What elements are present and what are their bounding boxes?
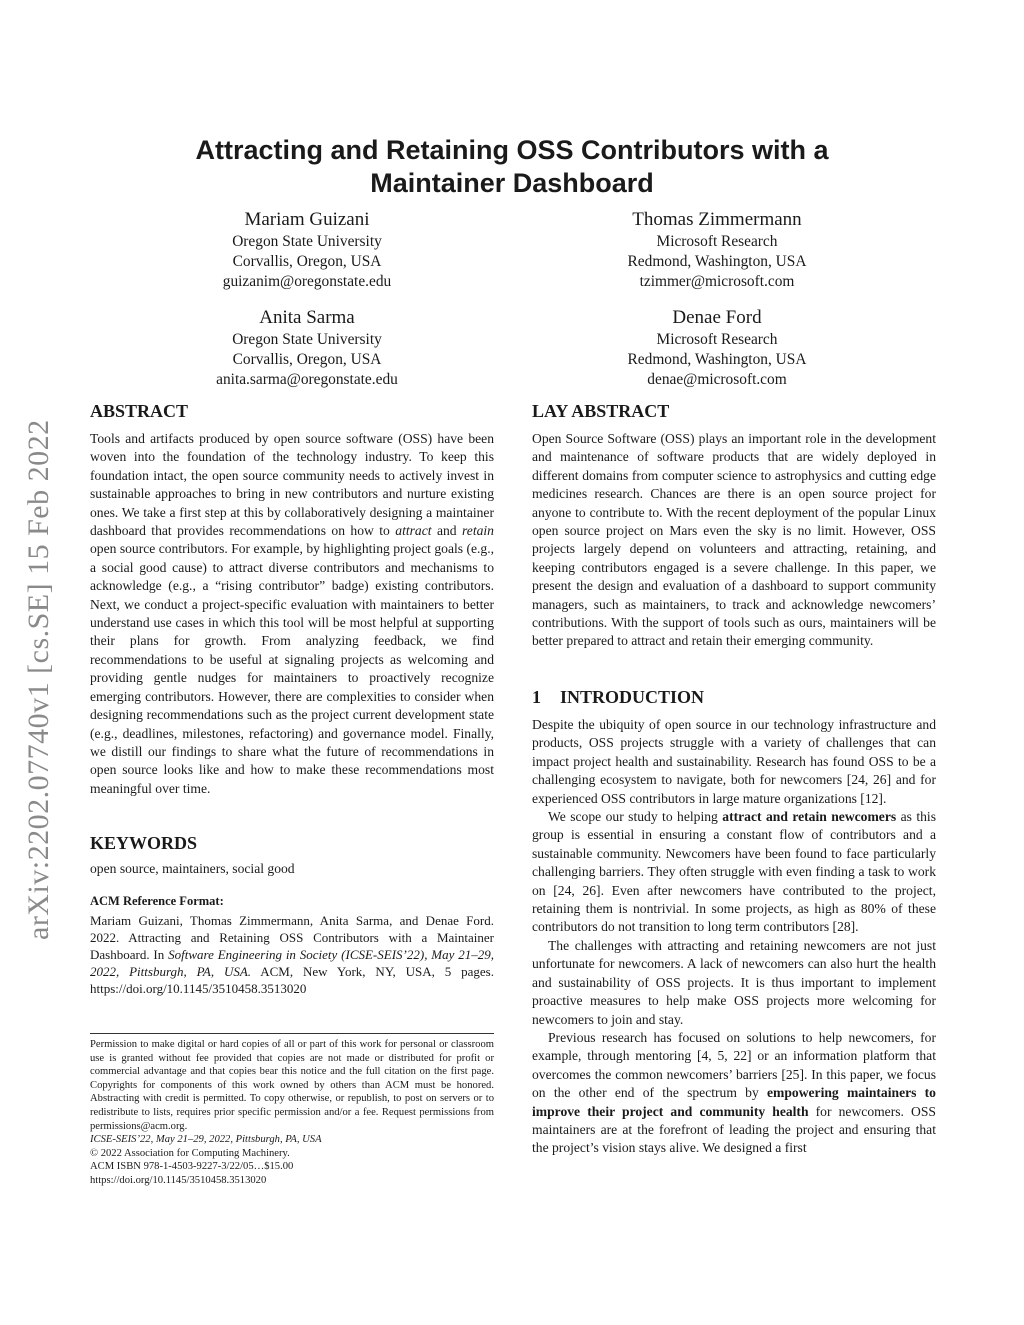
- author-name: Thomas Zimmermann: [632, 209, 802, 230]
- author-name: Mariam Guizani: [244, 209, 370, 230]
- intro-paragraph: Previous research has focused on solutions to help newcomers, for example, through mentoring [4, 5, 22] or an information platform that overcomes the common newcomers’ barriers [25]. In this paper, we focus on the other end of the spectrum by empowering maintainers to improve their project and community health for newcomers. OSS maintainers are at the forefront of leading the project and ensuring that the project’s vision stays alive. We designed a first: [532, 1029, 936, 1156]
- abstract-heading: ABSTRACT: [90, 401, 189, 421]
- author-affiliation: Oregon State University: [232, 331, 382, 348]
- author-name: Denae Ford: [672, 307, 762, 328]
- intro-paragraph: Despite the ubiquity of open source in our technology infrastructure and products, OSS projects struggle with a variety of challenges that can impact project health and sustainability. Research has found OSS to be a challenging ecosystem to navigate, both for newcomers [24, 26] and for experienced OSS contributors in large mature organizations [12].: [532, 717, 936, 806]
- abstract-text: Tools and artifacts produced by open source software (OSS) have been woven into the foundation of the technology industry. To keep this foundation intact, the open source community needs to actively invest in sustainable approaches to bring in new contributors and nurture existing ones. We take a first step at this by collaboratively designing a maintainer dashboard that provides recommendations on how to attract and retain open source contributors. For example, by highlighting project goals (e.g., a social good cause) to attract diverse contributors and mechanisms to acknowledge (e.g., a “rising contributor” badge) existing contributors. Next, we conduct a project-specific evaluation with maintainers to better understand use cases in which this tool will be most helpful at supporting their plans for growth. From analyzing feedback, we find recommendations to be useful at signaling projects as welcoming and providing gentle nudges for maintainers to proactively recognize emerging contributors. However, there are complexities to consider when designing recommendations such as the project current development state (e.g., deadlines, milestones, refactoring) and governance model. Finally, we distill our findings to share what the future of recommendations in open source looks like and how to make these recommendations most meaningful over time.: [90, 431, 494, 796]
- author-affiliation: Microsoft Research: [656, 331, 778, 348]
- introduction-heading: 1 INTRODUCTION: [532, 687, 705, 707]
- abstract-section: [90, 400, 494, 798]
- keywords-heading: KEYWORDS: [90, 833, 198, 853]
- author-location: Corvallis, Oregon, USA: [232, 351, 382, 368]
- author-block: [547, 208, 887, 292]
- lay-abstract-heading: LAY ABSTRACT: [532, 401, 670, 421]
- isbn-line: ACM ISBN 978-1-4503-9227-3/22/05…$15.00: [90, 1161, 294, 1173]
- doi-link[interactable]: https://doi.org/10.1145/3510458.3513020: [90, 1174, 267, 1186]
- keywords-text: open source, maintainers, social good: [90, 861, 295, 876]
- permission-text: Permission to make digital or hard copies of all or part of this work for personal or classroom use is granted without fee provided that copies are not made or distributed for profit or commercial advantage and that copies bear this notice and the full citation on the first page. Copyrights for components of this work owned by others than ACM must be honored. Abstracting with credit is permitted. To copy otherwise, or republish, to post on servers or to redistribute to lists, requires prior specific permission and/or a fee. Request permissions from permissions@acm.org.: [90, 1039, 494, 1132]
- acm-reference-section: [90, 893, 494, 997]
- copyright-line: © 2022 Association for Computing Machinery.: [90, 1147, 290, 1159]
- author-email: anita.sarma@oregonstate.edu: [216, 371, 398, 388]
- acm-reference-heading: ACM Reference Format:: [90, 894, 224, 908]
- conference-line: ICSE-SEIS’22, May 21–29, 2022, Pittsburgh, PA, USA: [90, 1134, 322, 1146]
- paper-title: Attracting and Retaining OSS Contributors with a Maintainer Dashboard: [195, 135, 829, 198]
- keywords-section: [90, 832, 494, 878]
- author-email: tzimmer@microsoft.com: [639, 273, 795, 290]
- author-block: [547, 306, 887, 390]
- arxiv-side-stamp: arXiv:2202.07740v1 [cs.SE] 15 Feb 2022: [22, 419, 55, 940]
- author-location: Corvallis, Oregon, USA: [232, 253, 382, 270]
- permission-footnote: [90, 1033, 494, 1188]
- lay-abstract-section: [532, 400, 936, 651]
- author-block: [137, 306, 477, 390]
- author-affiliation: Microsoft Research: [656, 233, 778, 250]
- author-name: Anita Sarma: [259, 307, 355, 328]
- author-email: guizanim@oregonstate.edu: [222, 273, 392, 290]
- author-location: Redmond, Washington, USA: [627, 253, 807, 270]
- acm-reference-text: Mariam Guizani, Thomas Zimmermann, Anita Sarma, and Denae Ford. 2022. Attracting and Retaining OSS Contributors with a Maintainer Dashboard. In Software Engineering in Society (ICSE-SEIS’22), May 21–29, 2022, Pittsburgh, PA, USA. ACM, New York, NY, USA, 5 pages. https://doi.org/10.1145/3510458.3513020: [90, 913, 494, 996]
- intro-paragraph: We scope our study to helping attract and retain newcomers as this group is essential in ensuring a constant flow of contributors and a sustainable community. Newcomers have been found to face particularly challenging barriers. They often struggle with even finding a task to work on [24, 26]. Even after newcomers have contributed to the project, retaining them is nontrivial. In some projects, as high as 80% of these contributors do not transition to long term contributors [28].: [532, 809, 936, 935]
- introduction-section: [532, 686, 936, 1158]
- author-block: [137, 208, 477, 292]
- author-email: denae@microsoft.com: [647, 371, 787, 388]
- footnote-divider: [90, 1033, 494, 1034]
- author-affiliation: Oregon State University: [232, 233, 382, 250]
- intro-paragraph: The challenges with attracting and retaining newcomers are not just unfortunate for newcomers. A lack of newcomers can also hurt the health and sustainability of OSS projects. It is thus important to implement proactive measures to help make OSS projects more welcoming for newcomers to join and stay.: [532, 937, 936, 1027]
- section-number: 1: [532, 687, 541, 707]
- lay-abstract-text: Open Source Software (OSS) plays an important role in the development and maintenance of software products that are widely deployed in different domains from computer science to astrophysics and cutting edge medicines research. Chances are there is an open source project for anyone to contribute to. With the recent deployment of the popular Linux open source project on Mars even the sky is no limit. However, OSS projects largely depend on volunteers and attracting, retaining, and keeping contributors engaged is a severe challenge. In this paper, we present the design and evaluation of a dashboard to support community managers, such as maintainers, to track and acknowledge newcomers’ contributions. With the support of tools such as ours, maintainers will be better prepared to attract and retain their emerging community.: [532, 431, 936, 649]
- author-location: Redmond, Washington, USA: [627, 351, 807, 368]
